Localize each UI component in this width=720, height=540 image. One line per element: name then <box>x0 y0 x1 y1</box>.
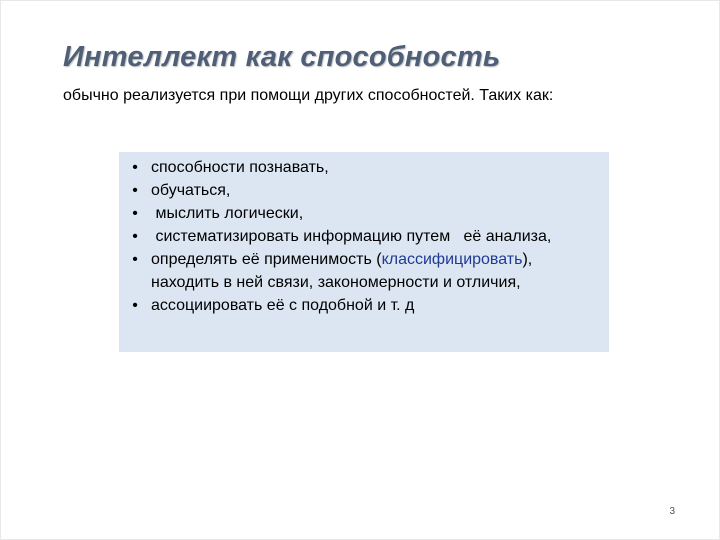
list-item-text: ассоциировать её с подобной и т. д <box>151 297 415 314</box>
list-item <box>129 179 599 202</box>
slide-subtitle: обычно реализуется при помощи других способностей. Таких как: <box>63 87 554 104</box>
page-number: 3 <box>669 506 675 517</box>
list-item <box>129 156 599 179</box>
list-item-text: обучаться, <box>151 182 231 199</box>
bullet-icon: • <box>132 182 138 199</box>
list-item-text-after: ), находить в ней связи, закономерности и отличия, <box>151 251 533 291</box>
list-item-text-before: определять её применимость ( <box>151 251 382 268</box>
bullet-icon: • <box>132 205 138 222</box>
abilities-box <box>119 152 609 352</box>
abilities-list <box>129 156 599 317</box>
bullet-icon: • <box>132 251 138 268</box>
list-item <box>129 225 599 248</box>
list-item-text: мыслить логически, <box>151 205 304 222</box>
list-item-text: способности познавать, <box>151 159 329 176</box>
list-item <box>129 202 599 225</box>
list-item-text: систематизировать информацию путем её анализа, <box>151 228 552 245</box>
bullet-icon: • <box>132 297 138 314</box>
classify-link[interactable]: классифицировать <box>381 251 523 268</box>
list-item <box>129 294 599 317</box>
bullet-icon: • <box>132 159 138 176</box>
list-item <box>129 248 599 294</box>
bullet-icon: • <box>132 228 138 245</box>
slide-title: Интеллект как способность <box>63 41 501 73</box>
